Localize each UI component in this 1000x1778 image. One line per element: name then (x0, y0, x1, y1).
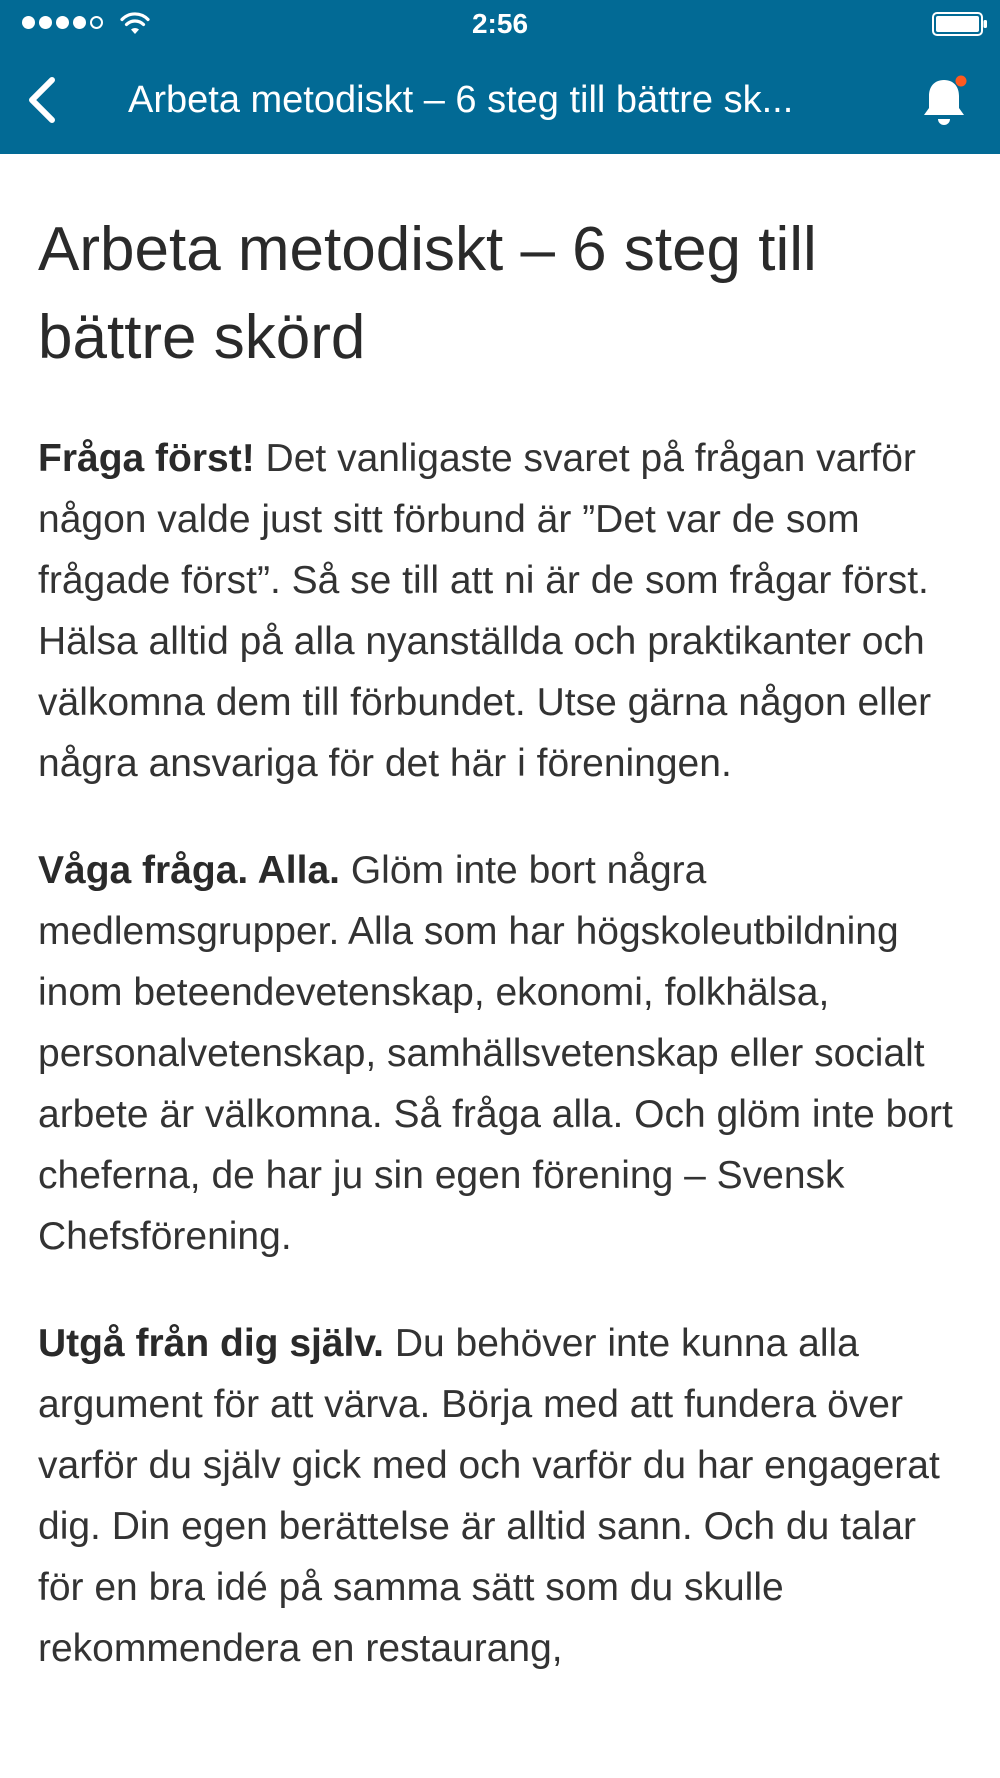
article-title: Arbeta metodiskt – 6 steg till bättre skörd (38, 215, 817, 372)
article-content (38, 154, 968, 1679)
article-paragraph (38, 428, 968, 794)
paragraph-text: Glöm inte bort några medlemsgrupper. Alla som har högskoleutbildning inom beteendevetenskap, ekonomi, folkhälsa, personalvetenskap, samhällsvetenskap eller socialt arbete är välkomna. Så fråga alla. Och glöm inte bort cheferna, de har ju sin egen förening – Svensk Chefsförening. (38, 849, 953, 1258)
paragraph-lead: Fråga först! (38, 437, 255, 480)
chevron-left-icon (20, 72, 68, 128)
notification-badge (956, 76, 967, 87)
paragraph-text: Det vanligaste svaret på frågan varför någon valde just sitt förbund är ”Det var de som frågade först”. Så se till att ni är de som frågar först. Hälsa alltid på alla nyanställda och praktikanter och välkomna dem till förbundet. Utse gärna någon eller några ansvariga för det här i föreningen. (38, 437, 932, 785)
battery-icon (932, 12, 988, 36)
navigation-bar (0, 48, 1000, 154)
bell-icon (916, 74, 972, 130)
paragraph-lead: Våga fråga. Alla. (38, 849, 341, 892)
status-bar (0, 0, 1000, 48)
notifications-button[interactable] (916, 74, 972, 130)
paragraph-lead: Utgå från dig själv. (38, 1322, 385, 1365)
nav-title: Arbeta metodiskt – 6 steg till bättre sk... (128, 79, 794, 121)
back-button[interactable] (20, 72, 68, 128)
article-paragraph (38, 840, 968, 1267)
article-paragraph (38, 1313, 968, 1679)
status-time: 2:56 (471, 8, 529, 39)
paragraph-text: Du behöver inte kunna alla argument för att värva. Börja med att fundera över varför du själv gick med och varför du har engagerat dig. Din egen berättelse är alltid sann. Och du talar för en bra idé på samma sätt som du skulle rekommendera en restaurang, (38, 1322, 940, 1670)
app-header (0, 0, 1000, 154)
